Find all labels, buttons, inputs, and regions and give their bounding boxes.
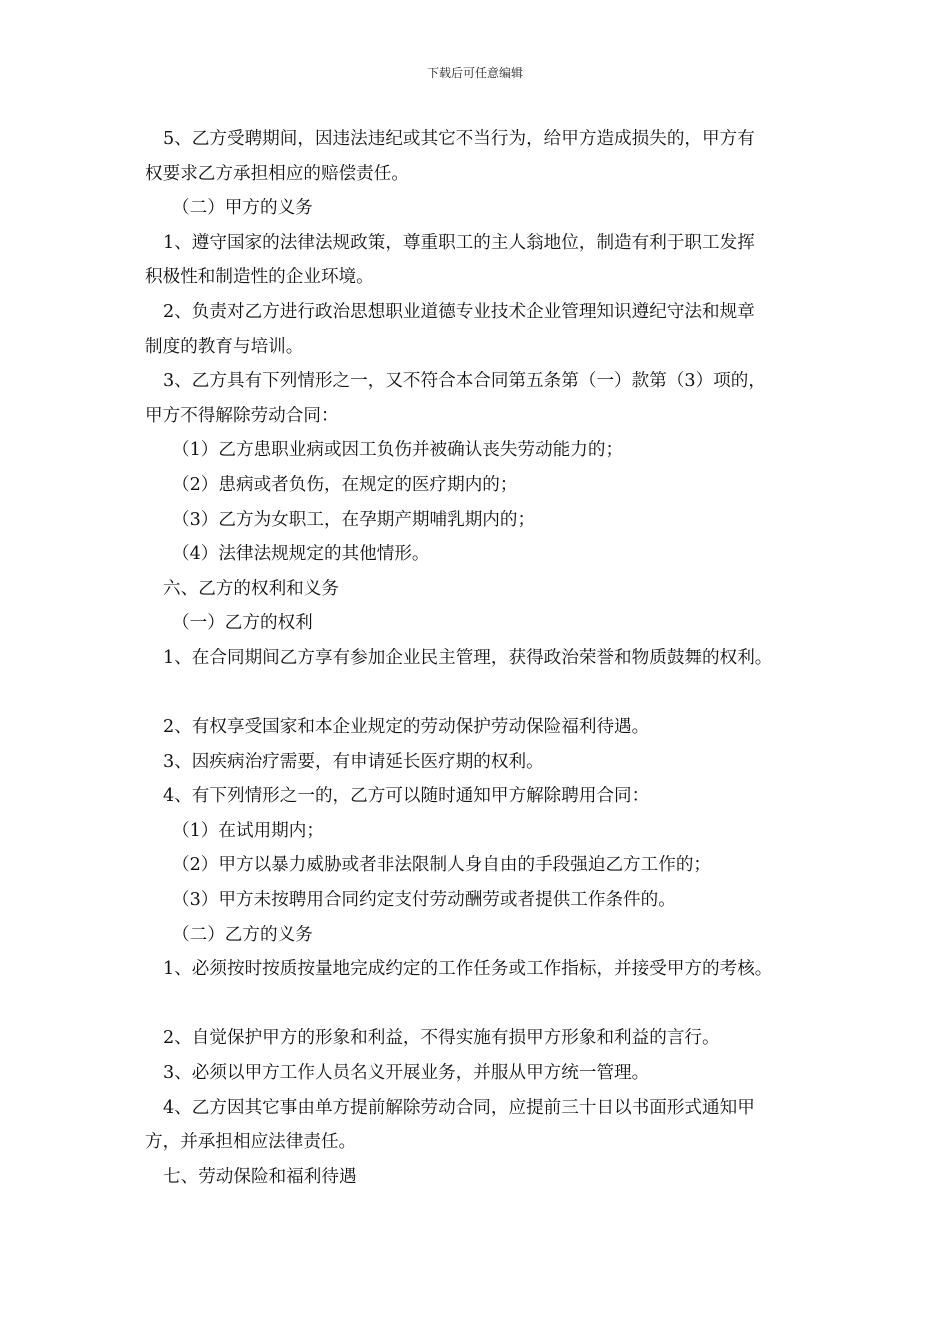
text-line: 甲方不得解除劳动合同： (145, 405, 339, 426)
text-line: 权要求乙方承担相应的赔偿责任。 (145, 163, 409, 184)
text-line: 方，并承担相应法律责任。 (145, 1132, 357, 1153)
text-line: 3、乙方具有下列情形之一，又不符合本合同第五条第（一）款第（3）项的， (163, 371, 766, 392)
text-line: 七、劳动保险和福利待遇 (163, 1166, 357, 1187)
text-line: 制度的教育与培训。 (145, 336, 304, 357)
text-line: 3、必须以甲方工作人员名义开展业务，并服从甲方统一管理。 (163, 1063, 650, 1084)
text-line: 六、乙方的权利和义务 (163, 578, 339, 599)
text-line: （4）法律法规规定的其他情形。 (172, 544, 430, 565)
text-line: （2）患病或者负伤，在规定的医疗期内的； (172, 474, 518, 495)
text-line: 1、遵守国家的法律法规政策，尊重职工的主人翁地位，制造有利于职工发挥 (163, 232, 755, 253)
text-line: （一）乙方的权利 (172, 613, 313, 634)
text-line: （二）乙方的义务 (172, 924, 313, 945)
text-line: （二）甲方的义务 (172, 198, 313, 219)
text-line: （3）乙方为女职工，在孕期产期哺乳期内的； (172, 509, 536, 530)
text-line: 4、有下列情形之一的，乙方可以随时通知甲方解除聘用合同： (163, 786, 650, 807)
text-line: （1）乙方患职业病或因工负伤并被确认丧失劳动能力的； (172, 440, 624, 461)
text-line: （3）甲方未按聘用合同约定支付劳动酬劳或者提供工作条件的。 (172, 890, 676, 911)
blank-line (145, 987, 825, 1022)
blank-line (145, 676, 825, 711)
text-line: 1、必须按时按质按量地完成约定的工作任务或工作指标，并接受甲方的考核。 (163, 959, 773, 980)
text-line: （2）甲方以暴力威胁或者非法限制人身自由的手段强迫乙方工作的； (172, 855, 712, 876)
text-line: 5、乙方受聘期间，因违法违纪或其它不当行为，给甲方造成损失的，甲方有 (163, 129, 755, 149)
text-line: 2、负责对乙方进行政治思想职业道德专业技术企业管理知识遵纪守法和规章 (163, 301, 755, 322)
text-line: 4、乙方因其它事由单方提前解除劳动合同，应提前三十日以书面形式通知甲 (163, 1097, 755, 1118)
text-line: 3、因疾病治疗需要，有申请延长医疗期的权利。 (163, 751, 544, 772)
text-line: 积极性和制造性的企业环境。 (145, 267, 374, 288)
text-line: （1）在试用期内； (172, 820, 324, 841)
document-body (145, 122, 825, 1194)
text-line: 1、在合同期间乙方享有参加企业民主管理，获得政治荣誉和物质鼓舞的权利。 (163, 647, 773, 668)
text-line: 2、有权享受国家和本企业规定的劳动保护劳动保险福利待遇。 (163, 717, 650, 738)
page-header-note: 下载后可任意编辑 (426, 66, 523, 80)
text-line: 2、自觉保护甲方的形象和利益，不得实施有损甲方形象和利益的言行。 (163, 1028, 720, 1049)
